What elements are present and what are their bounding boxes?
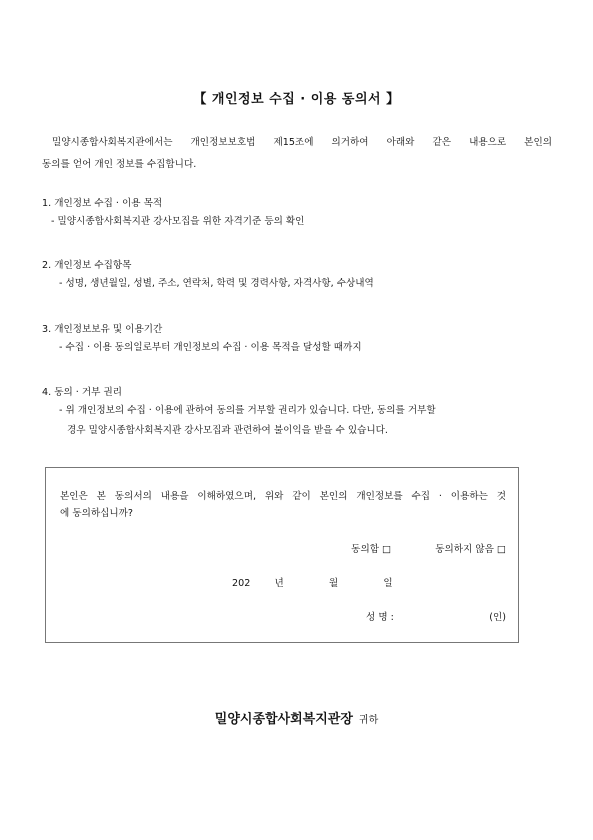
section-item: - 밀양시종합사회복지관 강사모집을 위한 자격기준 등의 확인 bbox=[51, 216, 305, 227]
consent-question-line-1: 본인은 본 동의서의 내용을 이해하였으며, 위와 같이 본인의 개인정보를 수집 · 이용하는 것 bbox=[60, 491, 506, 502]
disagree-checkbox[interactable]: 동의하지 않음 □ bbox=[435, 544, 506, 555]
intro-paragraph bbox=[42, 132, 552, 176]
recipient bbox=[0, 708, 593, 727]
consent-question bbox=[60, 488, 506, 522]
date-month-unit: 월 bbox=[328, 578, 339, 589]
section-heading: 1. 개인정보 수집 · 이용 목적 bbox=[42, 198, 163, 209]
section-purpose bbox=[42, 196, 552, 232]
intro-line-1: 밀양시종합사회복지관에서는 개인정보보호법 제15조에 의거하여 아래와 같은 내용으로 본인의 bbox=[52, 137, 552, 148]
section-heading: 3. 개인정보보유 및 이용기간 bbox=[42, 324, 163, 335]
agree-checkbox[interactable]: 동의함 □ bbox=[351, 544, 392, 555]
section-item: - 수집 · 이용 동의일로부터 개인정보의 수집 · 이용 목적을 달성할 때까지 bbox=[59, 342, 362, 353]
date-year: 202 bbox=[232, 578, 251, 589]
date-day-unit: 일 bbox=[383, 578, 393, 589]
consent-box bbox=[45, 467, 519, 643]
intro-line-2: 동의를 얻어 개인 정보를 수집합니다. bbox=[42, 159, 197, 170]
section-item: - 성명, 생년월일, 성별, 주소, 연락처, 학력 및 경력사항, 자격사항, 수상내역 bbox=[59, 278, 374, 289]
section-retention-period bbox=[42, 322, 552, 358]
section-heading: 2. 개인정보 수집항목 bbox=[42, 260, 132, 271]
date-year-unit: 년 bbox=[274, 578, 284, 589]
section-refusal-rights bbox=[42, 385, 552, 441]
recipient-name: 밀양시종합사회복지관장 bbox=[214, 712, 353, 727]
section-item-continued: 경우 밀양시종합사회복지관 강사모집과 관련하여 불이익을 받을 수 있습니다. bbox=[67, 425, 388, 436]
section-item: - 위 개인정보의 수집 · 이용에 관하여 동의를 거부할 권리가 있습니다. 다만, 동의를 거부할 bbox=[59, 405, 436, 416]
signature-label: 성 명 : bbox=[366, 612, 394, 623]
recipient-suffix: 귀하 bbox=[358, 715, 379, 726]
seal-label: (인) bbox=[489, 612, 506, 623]
consent-question-line-2: 에 동의하십니까? bbox=[60, 508, 134, 519]
section-heading: 4. 동의 · 거부 권리 bbox=[42, 387, 123, 398]
date-field[interactable] bbox=[232, 575, 393, 589]
section-collected-items bbox=[42, 258, 552, 294]
consent-choices bbox=[351, 541, 506, 555]
signature-field[interactable] bbox=[366, 609, 506, 623]
page-title: 【 개인정보 수집 · 이용 동의서 】 bbox=[193, 92, 400, 107]
